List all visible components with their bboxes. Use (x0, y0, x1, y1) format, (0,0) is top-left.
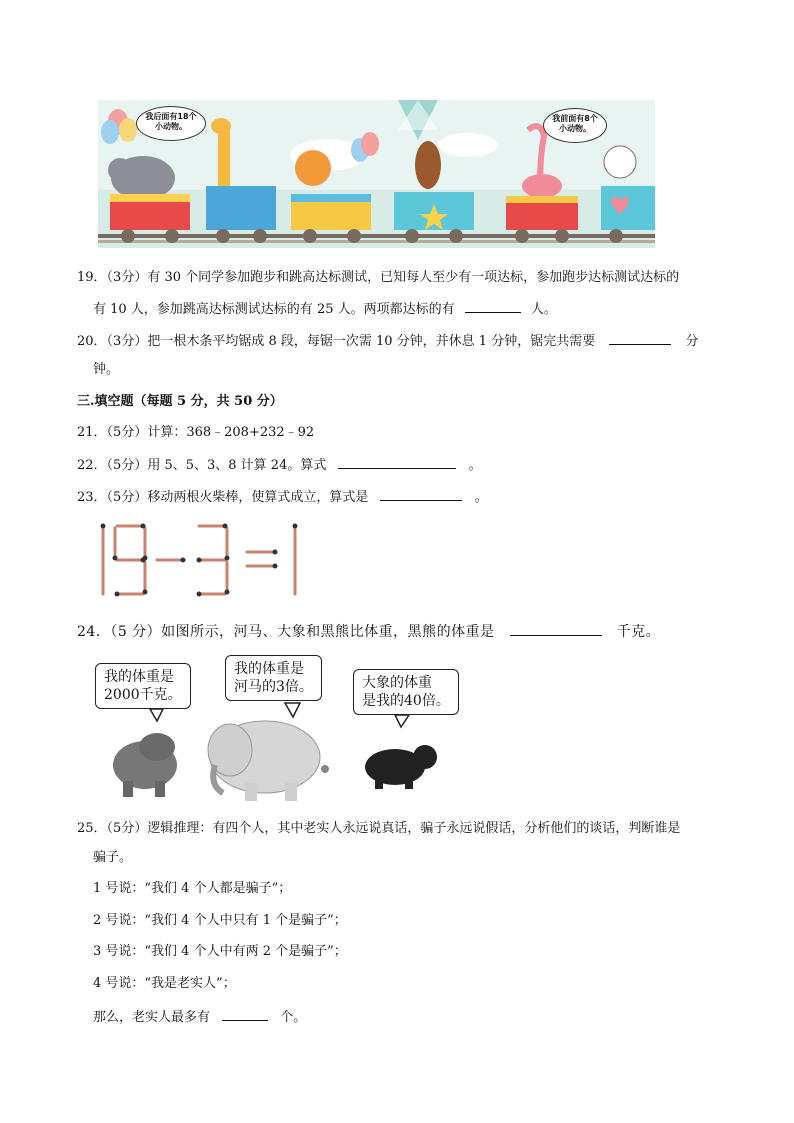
q25-statement-3: 3 号说：“我们 4 个人中有两 2 个是骗子”； (93, 944, 347, 959)
q21-line: 21．（5分）计算：368﹣208+232﹣92 (77, 425, 315, 440)
q24-line (77, 621, 660, 642)
q22-end: 。 (468, 458, 482, 473)
q25-statement-4: 4 号说：“我是老实人”； (93, 976, 236, 991)
q19-answer-blank[interactable] (465, 298, 521, 313)
q20-answer-blank[interactable] (609, 330, 671, 345)
q23-line (77, 486, 488, 508)
q23-end: 。 (474, 490, 488, 505)
q25-final-unit: 个。 (280, 1010, 307, 1025)
q25-final-line (93, 1006, 306, 1028)
elephant-speech-bubble: 我的体重是 河马的3倍。 (225, 655, 322, 701)
q23-text: 23．（5分）移动两根火柴棒，使算式成立，算式是 (77, 490, 369, 505)
section-3-heading: 三.填空题（每题 5 分，共 50 分） (77, 394, 283, 409)
right-bubble-text: 我前面有8个 小动物。 (552, 114, 598, 133)
q25-line2: 骗子。 (93, 850, 133, 865)
q24-text: 24．（5 分）如图所示，河马、大象和黑熊比体重，黑熊的体重是 (77, 624, 495, 640)
hippo-speech-bubble: 我的体重是 2000千克。 (95, 663, 191, 709)
q19-line2-text: 有 10 人，参加跳高达标测试达标的有 25 人。两项都达标的有 (93, 302, 455, 317)
q22-line (77, 454, 482, 476)
q22-answer-blank[interactable] (338, 454, 456, 469)
matchstick-equation-figure (95, 520, 345, 602)
q19-line2-unit: 人。 (530, 302, 557, 317)
q20-line1-unit: 分 (685, 334, 699, 349)
animal-train-illustration (98, 100, 655, 248)
q25-answer-blank[interactable] (222, 1006, 268, 1021)
q20-line1 (77, 330, 699, 352)
q25-line1: 25．（5分）逻辑推理：有四个人，其中老实人永远说真话，骗子永远说假话，分析他们的谈话，判断谁是 (77, 821, 681, 836)
q24-answer-blank[interactable] (510, 621, 602, 636)
q25-statement-1: 1 号说：“我们 4 个人都是骗子”； (93, 881, 292, 896)
left-bubble-text: 我后面有18个 小动物。 (145, 112, 197, 131)
right-speech-bubble (543, 108, 607, 143)
matchsticks-graphic (95, 520, 345, 602)
left-speech-bubble (136, 106, 206, 141)
q20-line2: 钟。 (93, 362, 120, 377)
q20-line1-text: 20．（3分）把一根木条平均锯成 8 段，每锯一次需 10 分钟，并休息 1 分钟，锯完共需要 (77, 334, 596, 349)
q19-line2 (93, 298, 557, 320)
q22-text: 22．（5分）用 5、5、3、8 计算 24。算式 (77, 458, 327, 473)
animals-graphic (95, 655, 475, 805)
q23-answer-blank[interactable] (380, 486, 462, 501)
q19-line1: 19．（3分）有 30 个同学参加跑步和跳高达标测试，已知每人至少有一项达标，参加跑步达标测试达标的 (77, 270, 680, 285)
q25-final-text: 那么，老实人最多有 (93, 1010, 211, 1025)
q25-statement-2: 2 号说：“我们 4 个人中只有 1 个是骗子”； (93, 913, 347, 928)
bear-speech-bubble: 大象的体重 是我的40倍。 (353, 669, 459, 715)
q24-animals-figure (95, 655, 475, 805)
q24-unit: 千克。 (616, 624, 661, 640)
